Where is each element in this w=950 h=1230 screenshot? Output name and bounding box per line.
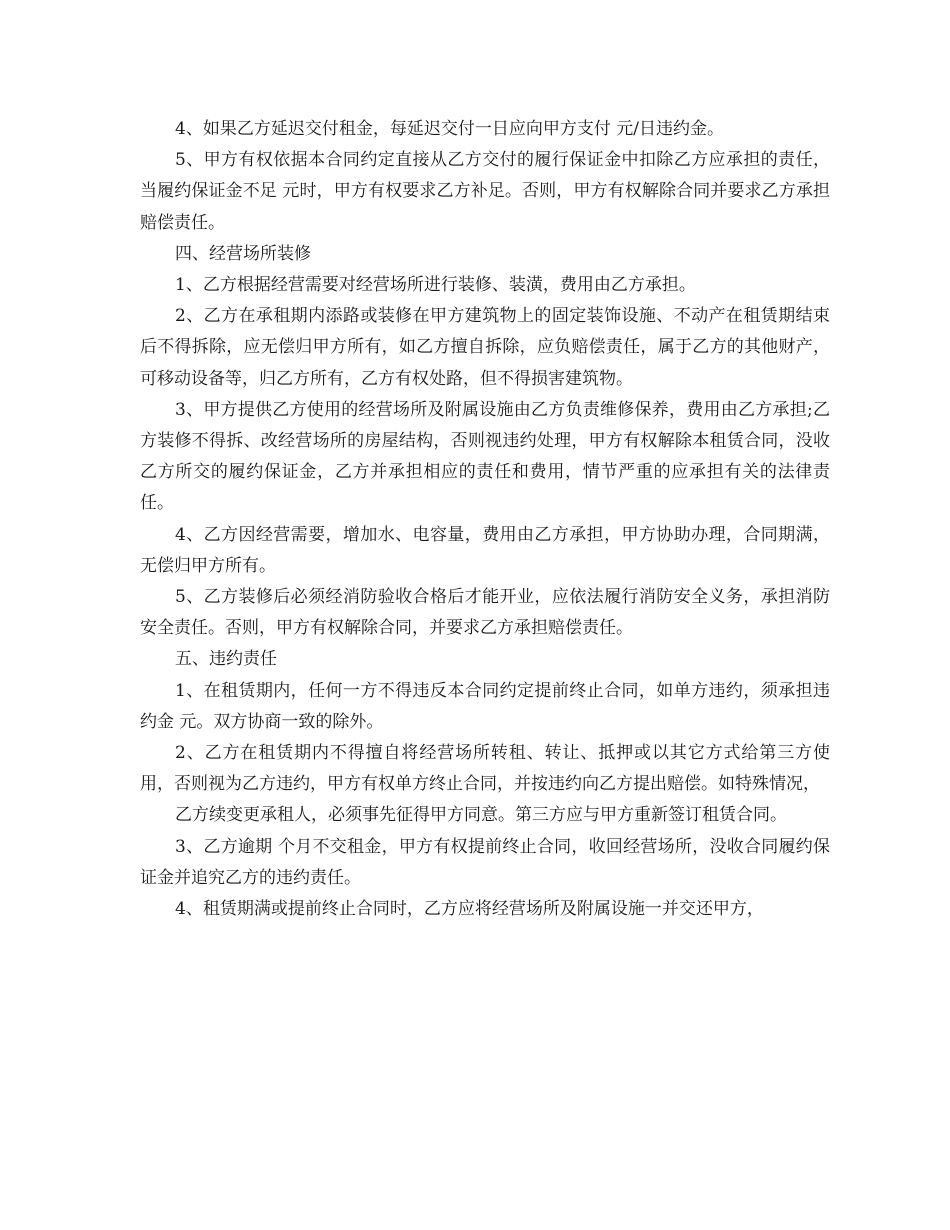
paragraph-late-rent-penalty: 4、如果乙方延迟交付租金，每延迟交付一日应向甲方支付 元/日违约金。 [175, 119, 724, 139]
section-heading-breach: 五、违约责任 [175, 649, 277, 670]
paragraph-deposit-deduction: 5、甲方有权依据本合同约定直接从乙方交付的履行保证金中扣除乙方应承担的责任，当履约保证金不足 元时，甲方有权要求乙方补足。否则，甲方有权解除合同并要求乙方承担赔偿责任。 [140, 150, 830, 233]
paragraph-return-premises: 4、租赁期满或提前终止合同时，乙方应将经营场所及附属设施一并交还甲方， [175, 899, 764, 920]
paragraph-utility-capacity: 4、乙方因经营需要，增加水、电容量，费用由乙方承担，甲方协助办理，合同期满，无偿归甲方所有。 [140, 524, 830, 576]
section-heading-renovation: 四、经营场所装修 [175, 243, 311, 264]
paragraph-tenant-change: 乙方续变更承租人，必须事先征得甲方同意。第三方应与甲方重新签订租赁合同。 [175, 805, 787, 826]
paragraph-renovation-cost: 1、乙方根据经营需要对经营场所进行装修、装潢，费用由乙方承担。 [175, 275, 696, 296]
paragraph-early-termination: 1、在租赁期内，任何一方不得违反本合同约定提前终止合同，如单方违约，须承担违约金 元。双方协商一致的除外。 [140, 680, 830, 732]
paragraph-fire-safety: 5、乙方装修后必须经消防验收合格后才能开业，应依法履行消防安全义务，承担消防安全责任。否则，甲方有权解除合同，并要求乙方承担赔偿责任。 [140, 587, 830, 639]
paragraph-maintenance: 3、甲方提供乙方使用的经营场所及附属设施由乙方负责维修保养，费用由乙方承担;乙方装修不得拆、改经营场所的房屋结构，否则视违约处理，甲方有权解除本租赁合同，没收乙方所交的履约保证金，乙方并承担相应的责任和费用，情节严重的应承担有关的法律责任。 [140, 399, 830, 514]
paragraph-overdue-rent: 3、乙方逾期 个月不交租金，甲方有权提前终止合同，收回经营场所，没收合同履约保证金并追究乙方的违约责任。 [140, 836, 830, 888]
paragraph-fixed-fixtures: 2、乙方在承租期内添路或装修在甲方建筑物上的固定装饰设施、不动产在租赁期结束后不得拆除，应无偿归甲方所有，如乙方擅自拆除，应负赔偿责任，属于乙方的其他财产，可移动设备等，归乙方所有，乙方有权处路，但不得损害建筑物。 [140, 306, 830, 389]
document-body [140, 114, 830, 925]
paragraph-sublease: 2、乙方在租赁期内不得擅自将经营场所转租、转让、抵押或以其它方式给第三方使用，否则视为乙方违约，甲方有权单方终止合同，并按违约向乙方提出赔偿。如特殊情况， [140, 743, 830, 795]
